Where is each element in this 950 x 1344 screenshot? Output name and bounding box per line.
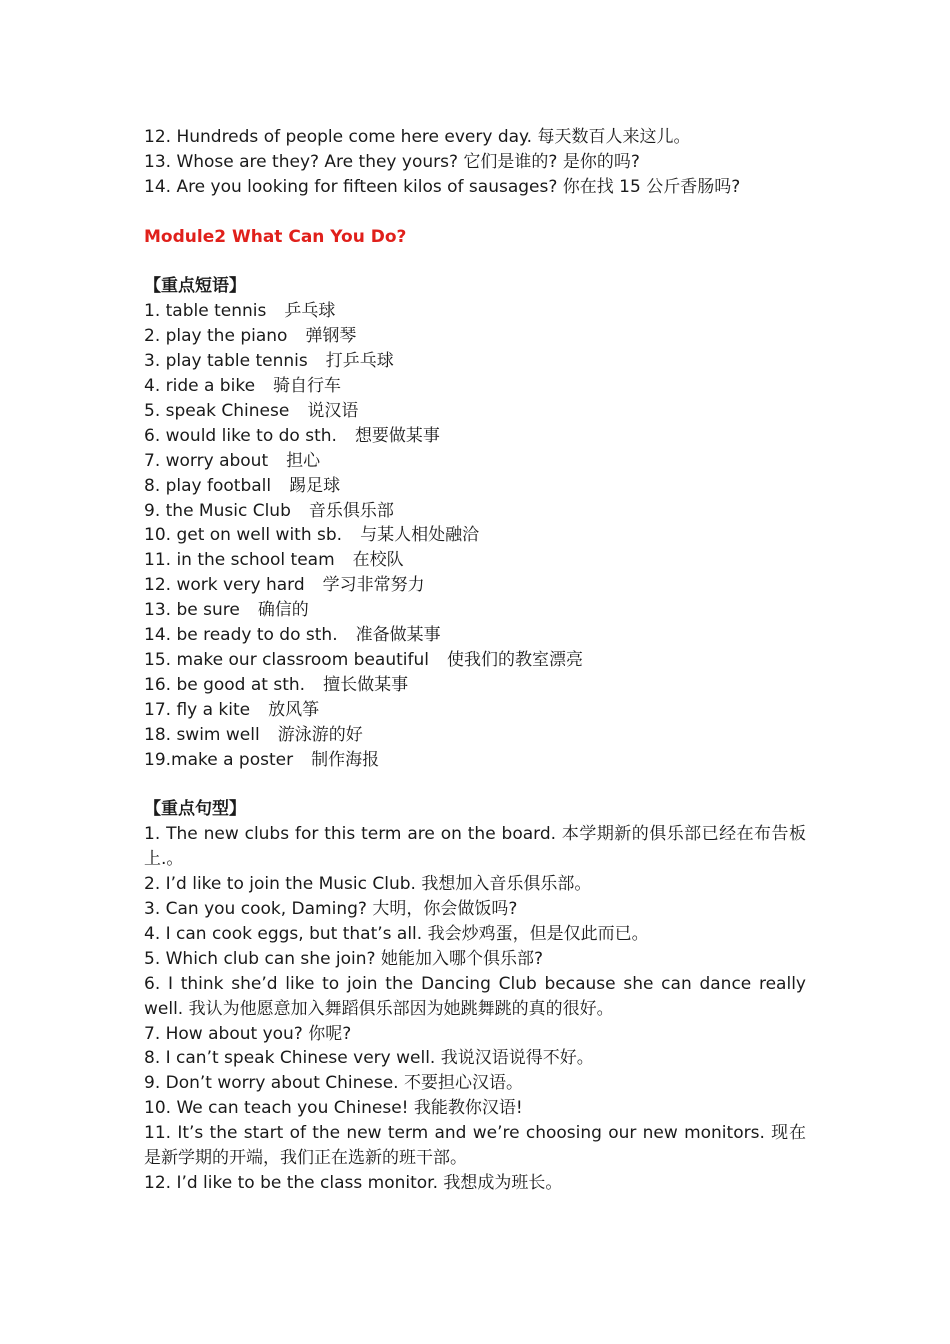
phrase-chinese: 学习非常努力 [322, 575, 425, 596]
sentence-item: 1. The new clubs for this term are on the board. 本学期新的俱乐部已经在布告板上.。 [144, 824, 806, 870]
phrase-english: 5. speak Chinese [144, 400, 290, 421]
sentence-item: 7. How about you? 你呢? [144, 1023, 352, 1044]
phrase-item [144, 723, 806, 748]
phrase-chinese: 担心 [286, 450, 321, 471]
phrase-english: 15. make our classroom beautiful [144, 650, 429, 670]
sentence-item: 3. Can you cook, Daming? 大明，你会做饭吗? [144, 899, 518, 920]
phrase-chinese: 踢足球 [289, 475, 341, 496]
phrase-chinese: 游泳游的好 [277, 724, 363, 745]
phrase-item [144, 598, 806, 623]
phrase-english: 3. play table tennis [144, 351, 308, 372]
sentence-item: 6. I think she’d like to join the Dancing Club because she can dance really well. 我认为他愿意加入舞蹈俱乐部因为她跳舞跳的真的很好。 [144, 973, 806, 1019]
sentence-item: 2. I’d like to join the Music Club. 我想加入音乐俱乐部。 [144, 874, 592, 895]
phrase-item [144, 374, 806, 399]
phrase-item [144, 299, 806, 324]
phrase-item [144, 748, 806, 773]
phrases-heading: 【重点短语】 [144, 276, 246, 297]
phrase-chinese: 弹钢琴 [305, 326, 357, 347]
phrase-english: 7. worry about [144, 450, 269, 471]
phrase-item [144, 324, 806, 349]
sentences-heading: 【重点句型】 [144, 799, 246, 820]
phrase-item [144, 349, 806, 374]
phrase-item [144, 573, 806, 598]
sentence-item: 10. We can teach you Chinese! 我能教你汉语! [144, 1098, 523, 1119]
phrase-english: 16. be good at sth. [144, 674, 306, 695]
phrase-item [144, 424, 806, 449]
previous-sentence: 12. Hundreds of people come here every day. 每天数百人来这儿。 [144, 127, 691, 147]
phrase-list [144, 299, 806, 772]
phrase-chinese: 擅长做某事 [323, 674, 409, 695]
phrase-english: 4. ride a bike [144, 376, 256, 397]
phrase-item [144, 523, 806, 548]
phrase-item [144, 449, 806, 474]
phrase-chinese: 音乐俱乐部 [308, 500, 394, 521]
phrase-item [144, 698, 806, 723]
sentence-item: 4. I can cook eggs, but that’s all. 我会炒鸡蛋，但是仅此而已。 [144, 923, 649, 944]
previous-sentence: 13. Whose are they? Are they yours? 它们是谁的? 是你的吗? [144, 151, 640, 172]
phrase-chinese: 乒乓球 [284, 301, 336, 322]
phrase-chinese: 准备做某事 [355, 625, 441, 646]
sentence-item: 12. I’d like to be the class monitor. 我想成为班长。 [144, 1173, 563, 1194]
phrase-item [144, 648, 806, 673]
sentence-item: 5. Which club can she join? 她能加入哪个俱乐部? [144, 948, 544, 969]
phrase-item [144, 474, 806, 499]
sentence-item: 9. Don’t worry about Chinese. 不要担心汉语。 [144, 1073, 523, 1094]
phrase-item [144, 548, 806, 573]
phrase-english: 10. get on well with sb. [144, 525, 343, 546]
phrase-chinese: 制作海报 [311, 749, 380, 770]
phrase-item [144, 623, 806, 648]
phrase-chinese: 打乒乓球 [325, 351, 394, 372]
phrase-item [144, 673, 806, 698]
phrase-english: 17. fly a kite [144, 699, 251, 720]
document-content [144, 125, 806, 1196]
phrase-item [144, 499, 806, 524]
sentence-item: 8. I can’t speak Chinese very well. 我说汉语说得不好。 [144, 1048, 594, 1069]
phrase-english: 2. play the piano [144, 326, 288, 347]
phrase-chinese: 说汉语 [307, 400, 359, 421]
phrase-chinese: 想要做某事 [354, 425, 440, 446]
phrase-english: 11. in the school team [144, 550, 335, 571]
phrase-english: 12. work very hard [144, 575, 305, 596]
phrase-english: 18. swim well [144, 724, 260, 745]
phrase-chinese: 放风筝 [268, 699, 320, 720]
phrase-chinese: 确信的 [257, 600, 309, 621]
phrase-chinese: 与某人相处融洽 [360, 525, 480, 546]
sentence-item: 11. It’s the start of the new term and we’re choosing our new monitors. 现在是新学期的开端，我们正在选新的班干部。 [144, 1123, 806, 1169]
phrase-chinese: 骑自行车 [273, 376, 342, 397]
previous-sentence: 14. Are you looking for fifteen kilos of sausages? 你在找 15 公斤香肠吗? [144, 176, 741, 197]
phrase-english: 19.make a poster [144, 749, 294, 770]
phrase-english: 6. would like to do sth. [144, 425, 337, 446]
phrase-english: 13. be sure [144, 600, 240, 621]
sentence-list [144, 822, 806, 1196]
phrase-english: 14. be ready to do sth. [144, 625, 338, 646]
phrase-english: 9. the Music Club [144, 500, 291, 521]
phrase-item [144, 399, 806, 424]
module-title: Module2 What Can You Do? [144, 226, 407, 247]
phrase-english: 1. table tennis [144, 301, 267, 322]
phrase-chinese: 在校队 [352, 550, 404, 571]
phrase-english: 8. play football [144, 475, 272, 496]
phrase-chinese: 使我们的教室漂亮 [446, 650, 583, 670]
